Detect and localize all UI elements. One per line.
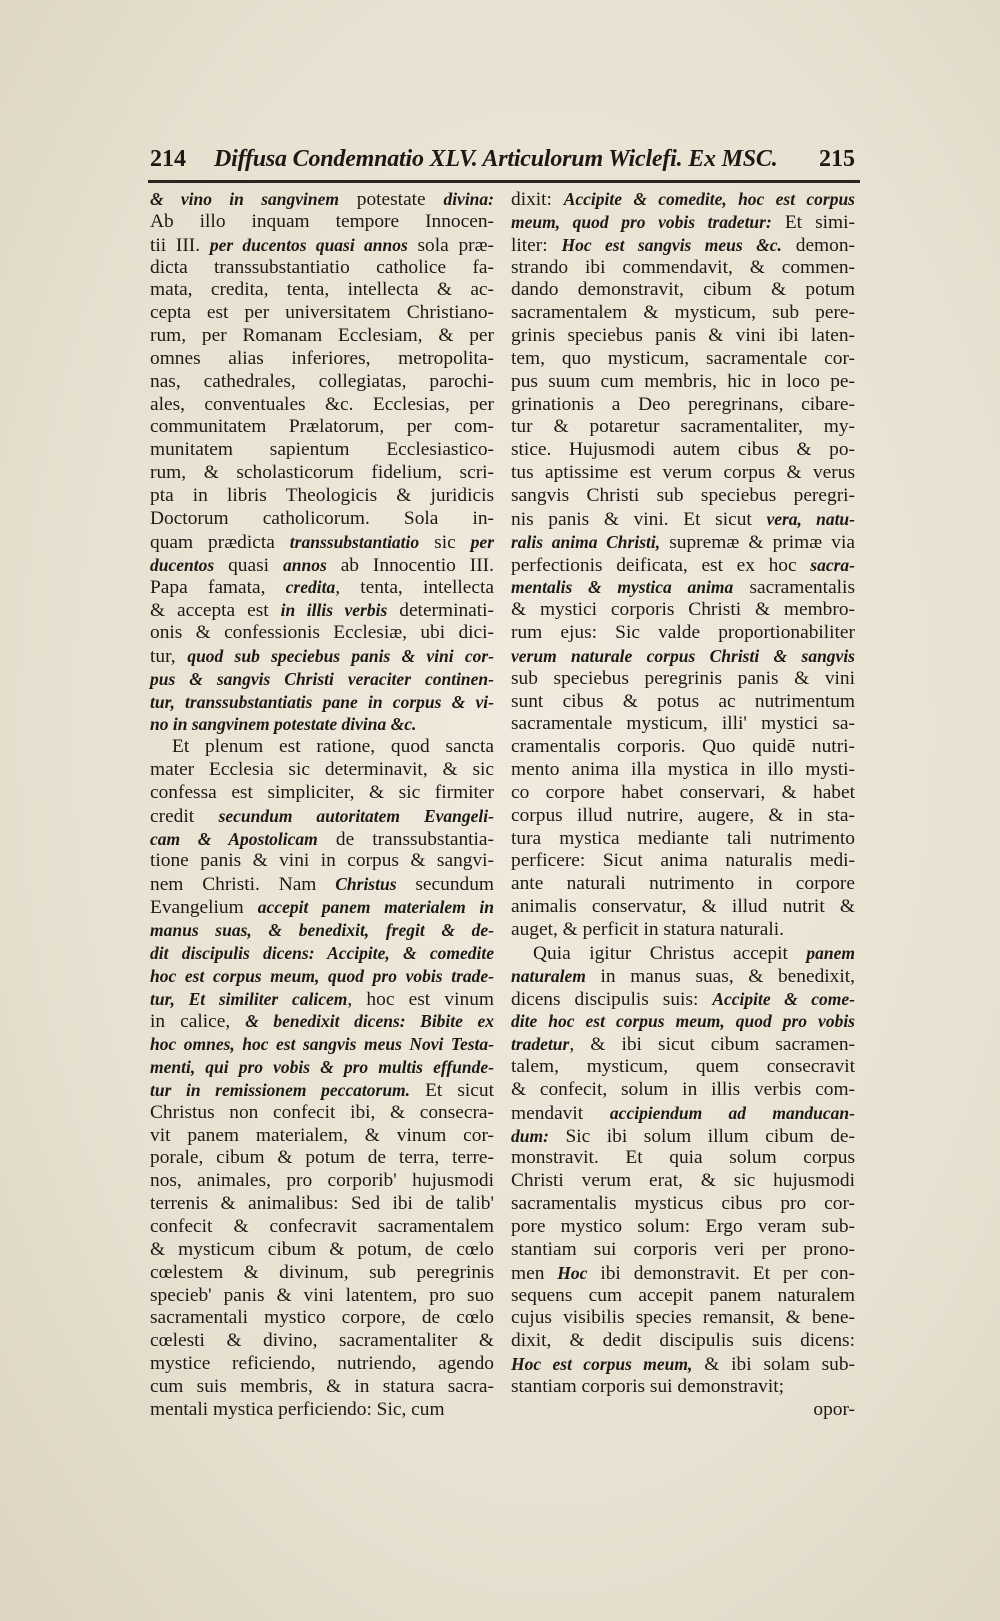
text-run: dando demonstravit, cibum & potum	[511, 279, 855, 301]
text-run: Christus non confecit ibi, & consecra-	[150, 1101, 494, 1123]
text-line	[511, 1399, 855, 1422]
text-run: dixit:	[511, 189, 564, 210]
italic-run: Hoc est corpus meum,	[511, 1354, 693, 1375]
text-run: Doctorum catholicorum. Sola in-	[150, 507, 494, 529]
text-line	[511, 1147, 855, 1170]
text-run: potestate	[338, 189, 444, 210]
text-run: , tenta, intellecta	[335, 577, 494, 599]
text-run: mentali mystica perficiendo: Sic, cum	[150, 1398, 445, 1420]
text-line	[511, 371, 855, 394]
text-run: Quia igitur Christus accepit	[533, 942, 807, 964]
text-run: tem, quo mysticum, sacramentale cor-	[511, 347, 855, 369]
text-run: Ab illo inquam tempore Innocen-	[150, 210, 494, 232]
text-run: mystice reficiendo, nutriendo, agendo	[150, 1353, 494, 1375]
text-run: grinationis a Deo peregrinans, cibare-	[511, 393, 855, 415]
text-line	[511, 942, 855, 965]
italic-run: Accipite & comedite, hoc est corpus	[563, 189, 855, 209]
text-line	[150, 257, 494, 280]
text-run: stice. Hujusmodi autem cibus & po-	[511, 439, 855, 461]
text-run: de transsubstantia-	[317, 828, 494, 850]
text-run: tur & potaretur sacramentaliter, my-	[511, 416, 855, 438]
text-line	[150, 211, 494, 234]
text-run: rum, per Romanam Ecclesiam, & per	[150, 325, 494, 347]
text-run: sacramentale mysticum, illi' mystici sa-	[511, 713, 855, 735]
text-line	[511, 1079, 855, 1102]
text-line	[150, 1307, 494, 1330]
text-run: nem Christi. Nam	[150, 874, 336, 896]
italic-run: accipiendum ad manducan-	[609, 1102, 855, 1123]
text-line	[511, 576, 855, 599]
text-line	[150, 965, 494, 988]
text-line	[150, 1239, 494, 1262]
text-run: & accepta est	[150, 600, 281, 622]
italic-run: tradetur	[511, 1034, 570, 1055]
italic-run: per	[470, 531, 494, 552]
text-run: Evangelium	[150, 897, 258, 919]
running-title: Diffusa Condemnatio XLV. Articulorum Wiclefi. Ex MSC.	[214, 146, 778, 172]
text-run: cujus visibilis species remansit, & bene-	[511, 1307, 855, 1329]
text-run: stantiam sui corporis veri per prono-	[511, 1238, 855, 1260]
italic-run: per ducentos quasi annos	[209, 234, 408, 255]
text-run: mata, credita, tenta, intellecta & ac-	[150, 279, 494, 301]
text-line	[511, 302, 855, 325]
text-run: demon-	[781, 234, 855, 256]
italic-run: secundum autoritatem Evangeli-	[218, 805, 494, 826]
text-line	[150, 371, 494, 394]
italic-run: Hoc	[557, 1262, 588, 1283]
text-run: Et sicut	[410, 1079, 494, 1101]
text-run: nis panis & vini. Et sicut	[511, 508, 767, 530]
text-run: ibi demonstravit. Et per con-	[587, 1262, 855, 1284]
italic-run: & vino in sangvinem	[150, 189, 339, 209]
text-line	[511, 896, 855, 919]
text-line	[150, 576, 494, 599]
text-line	[511, 828, 855, 851]
text-line	[150, 942, 494, 965]
text-run: cepta est per universitatem Christiano-	[150, 302, 494, 324]
text-run: porale, cibum & potum de terra, terre-	[150, 1147, 494, 1169]
italic-run: annos	[282, 554, 327, 575]
text-line	[150, 1079, 494, 1102]
text-run: terrenis & animalibus: Sed ibi de talib'	[150, 1193, 494, 1215]
text-line	[511, 1193, 855, 1216]
text-line	[511, 1285, 855, 1308]
text-line	[511, 394, 855, 417]
text-run: pore mystico solum: Ergo veram sub-	[511, 1215, 855, 1237]
italic-run: cam & Apostolicam	[150, 828, 318, 849]
text-line	[150, 873, 494, 896]
text-run: strando ibi commendavit, & commen-	[511, 256, 855, 278]
text-line	[150, 348, 494, 371]
text-line	[150, 325, 494, 348]
text-line	[511, 622, 855, 645]
text-line	[511, 988, 855, 1011]
text-run: & mystici corporis Christi & membro-	[511, 599, 855, 621]
text-line	[150, 919, 494, 942]
text-run: tii III.	[150, 234, 210, 256]
text-line	[511, 1033, 855, 1056]
left-column	[150, 188, 494, 1422]
text-run: Et plenum est ratione, quod sancta	[172, 736, 494, 758]
text-line	[511, 1102, 855, 1125]
italic-run: transsubstantiatio	[289, 531, 420, 552]
italic-run: & benedixit dicens: Bibite ex	[245, 1011, 495, 1032]
italic-run: tur, Et similiter calicem	[150, 988, 348, 1009]
text-line	[150, 1102, 494, 1125]
text-line	[511, 1376, 855, 1399]
text-line	[150, 234, 494, 257]
text-line	[150, 988, 494, 1011]
italic-run: quod sub speciebus panis & vini cor-	[187, 645, 494, 666]
text-line	[511, 1307, 855, 1330]
text-run: dicens discipulis suis:	[511, 988, 713, 1010]
italic-run: hoc est corpus meum, quod pro vobis trade-	[150, 965, 494, 986]
text-run: quam prædicta	[150, 531, 290, 553]
italic-run: pus & sangvis Christi veraciter continen-	[150, 668, 494, 689]
text-line	[150, 1262, 494, 1285]
text-line	[511, 645, 855, 668]
text-line	[511, 965, 855, 988]
text-run: credit	[150, 805, 219, 827]
text-run: Papa famata,	[150, 577, 286, 599]
header-rule	[148, 180, 860, 183]
text-run: sangvis Christi sub speciebus peregri-	[511, 484, 855, 506]
text-run: sacramentali mystico corpore, de cœlo	[150, 1307, 494, 1329]
text-run: tione panis & vini in corpus & sangvi-	[150, 850, 494, 872]
text-run: Et simi-	[771, 211, 855, 233]
text-line	[150, 554, 494, 577]
text-run: corpus illud nutrire, augere, & in sta-	[511, 804, 855, 826]
text-run: co corpore habet conservari, & habet	[511, 781, 855, 803]
text-run: ales, conventuales &c. Ecclesias, per	[150, 393, 494, 415]
text-run: in manus suas, & benedixit,	[585, 965, 855, 987]
text-run: cœlesti & divino, sacramentaliter &	[150, 1330, 494, 1352]
text-run: communitatem Prælatorum, per com-	[150, 416, 494, 438]
text-line	[150, 782, 494, 805]
text-line	[150, 1376, 494, 1399]
text-line	[150, 850, 494, 873]
italic-run: hoc omnes, hoc est sangvis meus Novi Testa-	[150, 1034, 494, 1055]
text-run: perfectionis deificata, est ex hoc	[511, 554, 811, 576]
text-run: tur,	[150, 645, 188, 667]
italic-run: Christus	[335, 874, 397, 895]
text-run: sic	[419, 531, 471, 553]
text-run: quasi	[214, 554, 283, 576]
text-line	[511, 348, 855, 371]
text-run: , hoc est vinum	[347, 988, 494, 1010]
text-line	[511, 1353, 855, 1376]
text-run: vit panem materialem, & vinum cor-	[150, 1124, 494, 1146]
text-line	[150, 691, 494, 714]
right-column	[511, 188, 855, 1422]
italic-run: Hoc est sangvis meus &c.	[561, 234, 782, 255]
text-line	[511, 531, 855, 554]
text-run: & mysticum cibum & potum, de cœlo	[150, 1238, 494, 1260]
text-line	[150, 736, 494, 759]
italic-run: no in sangvinem potestate divina &c.	[150, 714, 417, 735]
text-line	[150, 1330, 494, 1353]
text-line	[150, 1353, 494, 1376]
text-line	[150, 645, 494, 668]
text-line	[511, 713, 855, 736]
text-line	[511, 257, 855, 280]
text-line	[150, 1033, 494, 1056]
text-line	[150, 1147, 494, 1170]
text-run: opor-	[813, 1398, 855, 1420]
text-line	[150, 1010, 494, 1033]
text-run: pta in libris Theologicis & juridicis	[150, 484, 494, 506]
text-line	[511, 485, 855, 508]
text-line	[511, 919, 855, 942]
italic-run: tur in remissionem peccatorum.	[150, 1079, 411, 1100]
italic-run: dite hoc est corpus meum, quod pro vobis	[511, 1011, 855, 1032]
text-run: mento anima illa mystica in illo mysti-	[511, 759, 855, 781]
text-run: monstravit. Et quia solum corpus	[511, 1147, 855, 1169]
text-run: nos, animales, pro corporib' hujusmodi	[150, 1170, 494, 1192]
text-run: supremæ & primæ via	[660, 531, 855, 553]
text-run: sacramentalis mysticus cibus pro cor-	[511, 1193, 855, 1215]
text-line	[150, 759, 494, 782]
text-line	[150, 508, 494, 531]
text-run: liter:	[511, 234, 562, 256]
text-line	[150, 1170, 494, 1193]
text-run: sequens cum accepit panem naturalem	[511, 1284, 855, 1306]
text-run: sub speciebus peregrinis panis & vini	[511, 667, 855, 689]
text-line	[150, 485, 494, 508]
text-line	[511, 1330, 855, 1353]
text-run: determinati-	[387, 600, 495, 622]
italic-run: manus suas, & benedixit, fregit & de-	[150, 920, 494, 940]
italic-run: ralis anima Christi,	[511, 531, 661, 552]
text-run: specieb' panis & vini latentem, pro suo	[150, 1284, 494, 1306]
text-run: onis & confessionis Ecclesiæ, ubi dici-	[150, 622, 494, 644]
italic-run: tur, transsubstantiatis pane in corpus & vi-	[150, 691, 494, 712]
text-run: confecit & confecravit sacramentalem	[150, 1215, 494, 1237]
text-line	[150, 531, 494, 554]
text-line	[150, 828, 494, 851]
text-line	[511, 554, 855, 577]
text-line	[150, 1285, 494, 1308]
text-line	[511, 1056, 855, 1079]
text-run: nas, cathedrales, collegiatas, parochi-	[150, 370, 494, 392]
text-line	[511, 599, 855, 622]
text-line	[150, 1193, 494, 1216]
text-line	[511, 234, 855, 257]
text-line	[511, 668, 855, 691]
text-run: cœlestem & divinum, sub peregrinis	[150, 1261, 494, 1283]
text-run: Sic ibi solum illum cibum de-	[548, 1125, 855, 1147]
text-line	[511, 1170, 855, 1193]
text-line	[511, 782, 855, 805]
text-run: ante naturali nutrimento in corpore	[511, 873, 855, 895]
text-line	[150, 302, 494, 325]
text-line	[511, 1262, 855, 1285]
text-run: sunt cibus & potus ac nutrimentum	[511, 690, 855, 712]
italic-run: verum naturale corpus Christi & sangvis	[511, 645, 855, 666]
italic-run: accepit panem materialem in	[257, 897, 494, 918]
text-line	[511, 439, 855, 462]
text-line	[150, 896, 494, 919]
text-run: ab Innocentio III.	[326, 554, 494, 576]
text-line	[150, 1216, 494, 1239]
text-line	[150, 394, 494, 417]
text-line	[511, 1216, 855, 1239]
italic-run: mentalis & mystica anima	[511, 577, 734, 598]
text-line	[150, 439, 494, 462]
page-number-right: 215	[819, 146, 855, 172]
text-run: rum ejus: Sic valde proportionabiliter	[511, 622, 855, 644]
text-run: talem, mysticum, quem consecravit	[511, 1056, 855, 1078]
text-run: auget, & perficit in statura naturali.	[511, 919, 784, 940]
text-run: & ibi solam sub-	[692, 1354, 856, 1376]
text-run: tura mystica mediante tali nutrimento	[511, 827, 855, 849]
text-run: & confecit, solum in illis verbis com-	[511, 1078, 855, 1100]
italic-run: credita	[285, 577, 336, 598]
text-line	[511, 508, 855, 531]
text-run: pus suum cum membris, hic in loco pe-	[511, 370, 855, 392]
text-line	[150, 279, 494, 302]
italic-run: Accipite & come-	[712, 988, 855, 1009]
text-line	[511, 1125, 855, 1148]
text-line	[511, 691, 855, 714]
text-run: munitatem sapientum Ecclesiastico-	[150, 439, 494, 461]
text-line	[150, 805, 494, 828]
text-run: confessa est simpliciter, & sic firmiter	[150, 781, 494, 803]
italic-run: ducentos	[150, 554, 215, 575]
text-line	[150, 188, 494, 211]
italic-run: dum:	[511, 1125, 549, 1146]
text-line	[511, 1239, 855, 1262]
text-line	[511, 279, 855, 302]
italic-run: menti, qui pro vobis & pro multis effunde-	[150, 1057, 494, 1078]
text-line	[511, 211, 855, 234]
text-run: in calice,	[150, 1011, 246, 1033]
text-line	[150, 1125, 494, 1148]
text-run: dicta transsubstantiatio catholice fa-	[150, 256, 494, 278]
page-number-left: 214	[150, 146, 186, 172]
running-header	[150, 142, 855, 176]
italic-run: naturalem	[511, 965, 586, 986]
text-line	[150, 668, 494, 691]
text-run: cramentalis corporis. Quo quidē nutri-	[511, 736, 855, 758]
text-line	[511, 325, 855, 348]
text-run: mendavit	[511, 1102, 610, 1124]
italic-run: divina:	[443, 189, 494, 209]
text-line	[511, 416, 855, 439]
text-run: perficere: Sicut anima naturalis medi-	[511, 850, 855, 872]
text-line	[511, 188, 855, 211]
text-line	[150, 1056, 494, 1079]
text-run: sacramentalis	[733, 577, 855, 599]
text-run: rum, & scholasticorum fidelium, scri-	[150, 462, 494, 484]
italic-run: vera, natu-	[766, 508, 855, 529]
text-run: animalis conservatur, & illud nutrit &	[511, 896, 855, 918]
italic-run: in illis verbis	[280, 600, 388, 621]
text-line	[150, 713, 494, 736]
text-line	[511, 759, 855, 782]
text-line	[511, 850, 855, 873]
italic-run: dit discipulis dicens: Accipite, & comedite	[150, 942, 494, 963]
text-run: grinis speciebus panis & vini ibi laten-	[511, 325, 855, 347]
text-run: men	[511, 1262, 558, 1284]
text-run: omnes alias inferiores, metropolita-	[150, 347, 494, 369]
italic-run: panem	[806, 942, 855, 963]
text-run: mater Ecclesia sic determinavit, & sic	[150, 759, 494, 781]
text-line	[511, 805, 855, 828]
italic-run: sacra-	[810, 554, 855, 575]
text-run: stantiam corporis sui demonstravit;	[511, 1375, 785, 1397]
text-line	[150, 462, 494, 485]
text-run: sola præ-	[407, 234, 494, 256]
text-run: secundum	[396, 874, 494, 896]
text-line	[150, 1399, 494, 1422]
text-line	[150, 599, 494, 622]
text-run: sacramentalem & mysticum, sub pere-	[511, 302, 855, 324]
text-run: Christi verum erat, & sic hujusmodi	[511, 1170, 855, 1192]
text-line	[511, 462, 855, 485]
text-line	[150, 416, 494, 439]
text-line	[150, 622, 494, 645]
text-line	[511, 1010, 855, 1033]
text-line	[511, 873, 855, 896]
text-run: cum suis membris, & in statura sacra-	[150, 1375, 494, 1397]
text-run: tus aptissime est verum corpus & verus	[511, 462, 855, 484]
text-line	[511, 736, 855, 759]
text-run: , & ibi sicut cibum sacramen-	[569, 1034, 855, 1056]
text-run: dixit, & dedit discipulis suis dicens:	[511, 1330, 855, 1352]
italic-run: meum, quod pro vobis tradetur:	[511, 211, 772, 232]
